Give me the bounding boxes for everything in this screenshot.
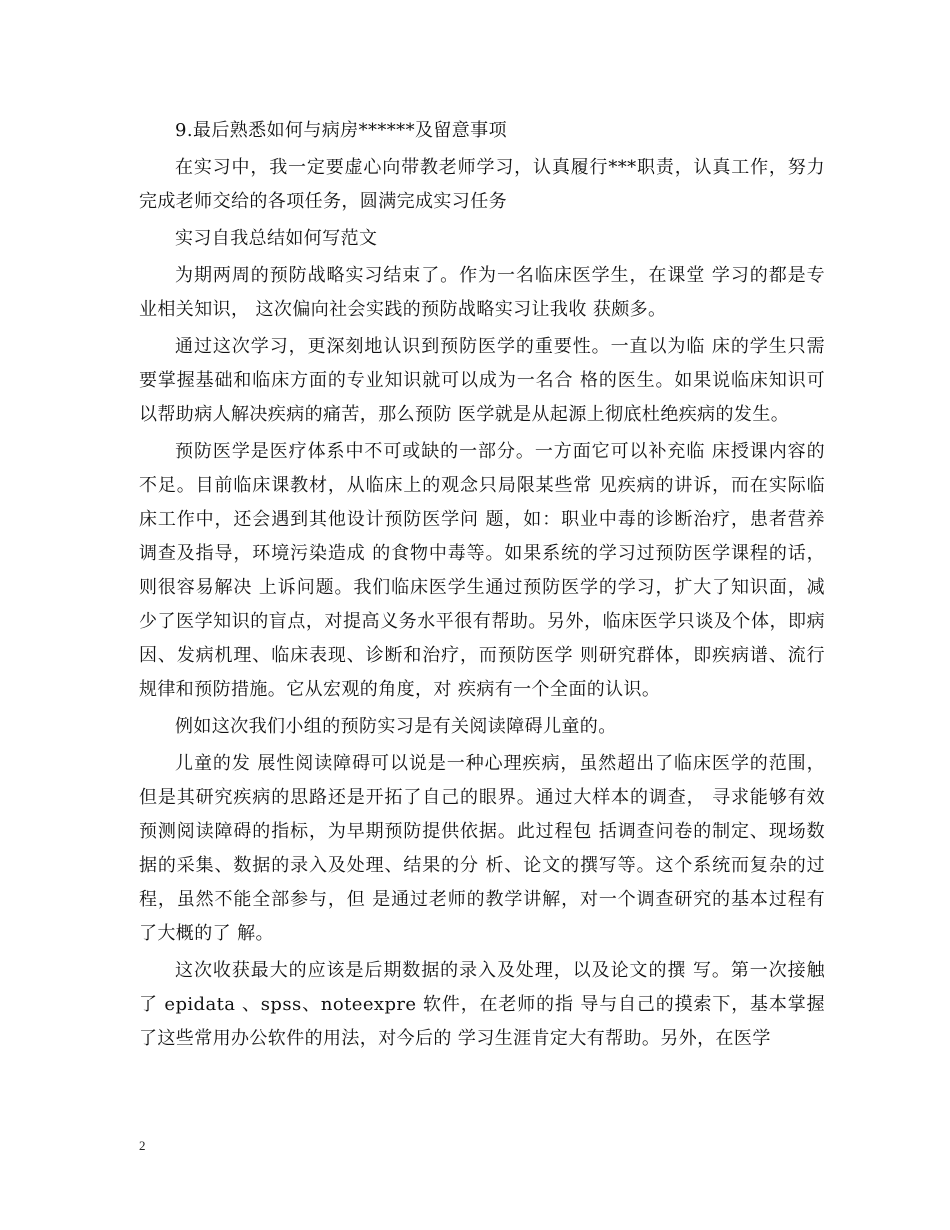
section-heading: 实习自我总结如何写范文	[175, 228, 378, 249]
page-number: 2	[139, 1138, 146, 1153]
reading-disorder-paragraph: 儿童的发 展性阅读障碍可以说是一种心理疾病，虽然超出了临床医学的范围， 但是其研究疾病的思路还是开拓了自己的眼界。通过大样本的调查， 寻求能够有效预测阅读障碍的指标，为早期预防提供依据。此过程包 括调查问卷的制定、现场数据的采集、数据的录入及处理、结果的分 析、论文的撰写等。这个系统而复杂的过程，虽然不能全部参与，但 是通过老师的教学讲解，对一个调查研究的基本过程有了大概的了 解。	[139, 753, 825, 944]
internship-commitment-paragraph: 在实习中，我一定要虚心向带教老师学习，认真履行***职责，认真工作，努力完成老师交给的各项任务，圆满完成实习任务	[139, 157, 825, 212]
importance-paragraph: 通过这次学习，更深刻地认识到预防医学的重要性。一直以为临 床的学生只需要掌握基础和临床方面的专业知识就可以成为一名合 格的医生。如果说临床知识可以帮助病人解决疾病的痛苦，那么预防 医学就是从起源上彻底杜绝疾病的发生。	[139, 336, 825, 425]
example-paragraph: 例如这次我们小组的预防实习是有关阅读障碍儿童的。	[175, 716, 617, 737]
data-processing-paragraph: 这次收获最大的应该是后期数据的录入及处理，以及论文的撰 写。第一次接触了 epidata 、spss、noteexpre 软件，在老师的指 导与自己的摸索下，基本掌握了这些常用办公软件的用法，对今后的 学习生涯肯定大有帮助。另外，在医学	[139, 960, 825, 1049]
document-body	[139, 114, 825, 1056]
step-9-line: 9.最后熟悉如何与病房******及留意事项	[175, 120, 507, 141]
preventive-medicine-paragraph: 预防医学是医疗体系中不可或缺的一部分。一方面它可以补充临 床授课内容的不足。目前临床课教材，从临床上的观念只局限某些常 见疾病的讲诉，而在实际临床工作中，还会遇到其他设计预防医学问 题，如：职业中毒的诊断治疗，患者营养调查及指导，环境污染造成 的食物中毒等。如果系统的学习过预防医学课程的话，则很容易解决 上诉问题。我们临床医学生通过预防医学的学习，扩大了知识面，减 少了医学知识的盲点，对提高义务水平很有帮助。另外，临床医学只谈及个体，即病因、发病机理、临床表现、诊断和治疗，而预防医学 则研究群体，即疾病谱、流行规律和预防措施。它从宏观的角度，对 疾病有一个全面的认识。	[139, 441, 825, 700]
intro-paragraph: 为期两周的预防战略实习结束了。作为一名临床医学生，在课堂 学习的都是专业相关知识， 这次偏向社会实践的预防战略实习让我收 获颇多。	[139, 265, 825, 320]
